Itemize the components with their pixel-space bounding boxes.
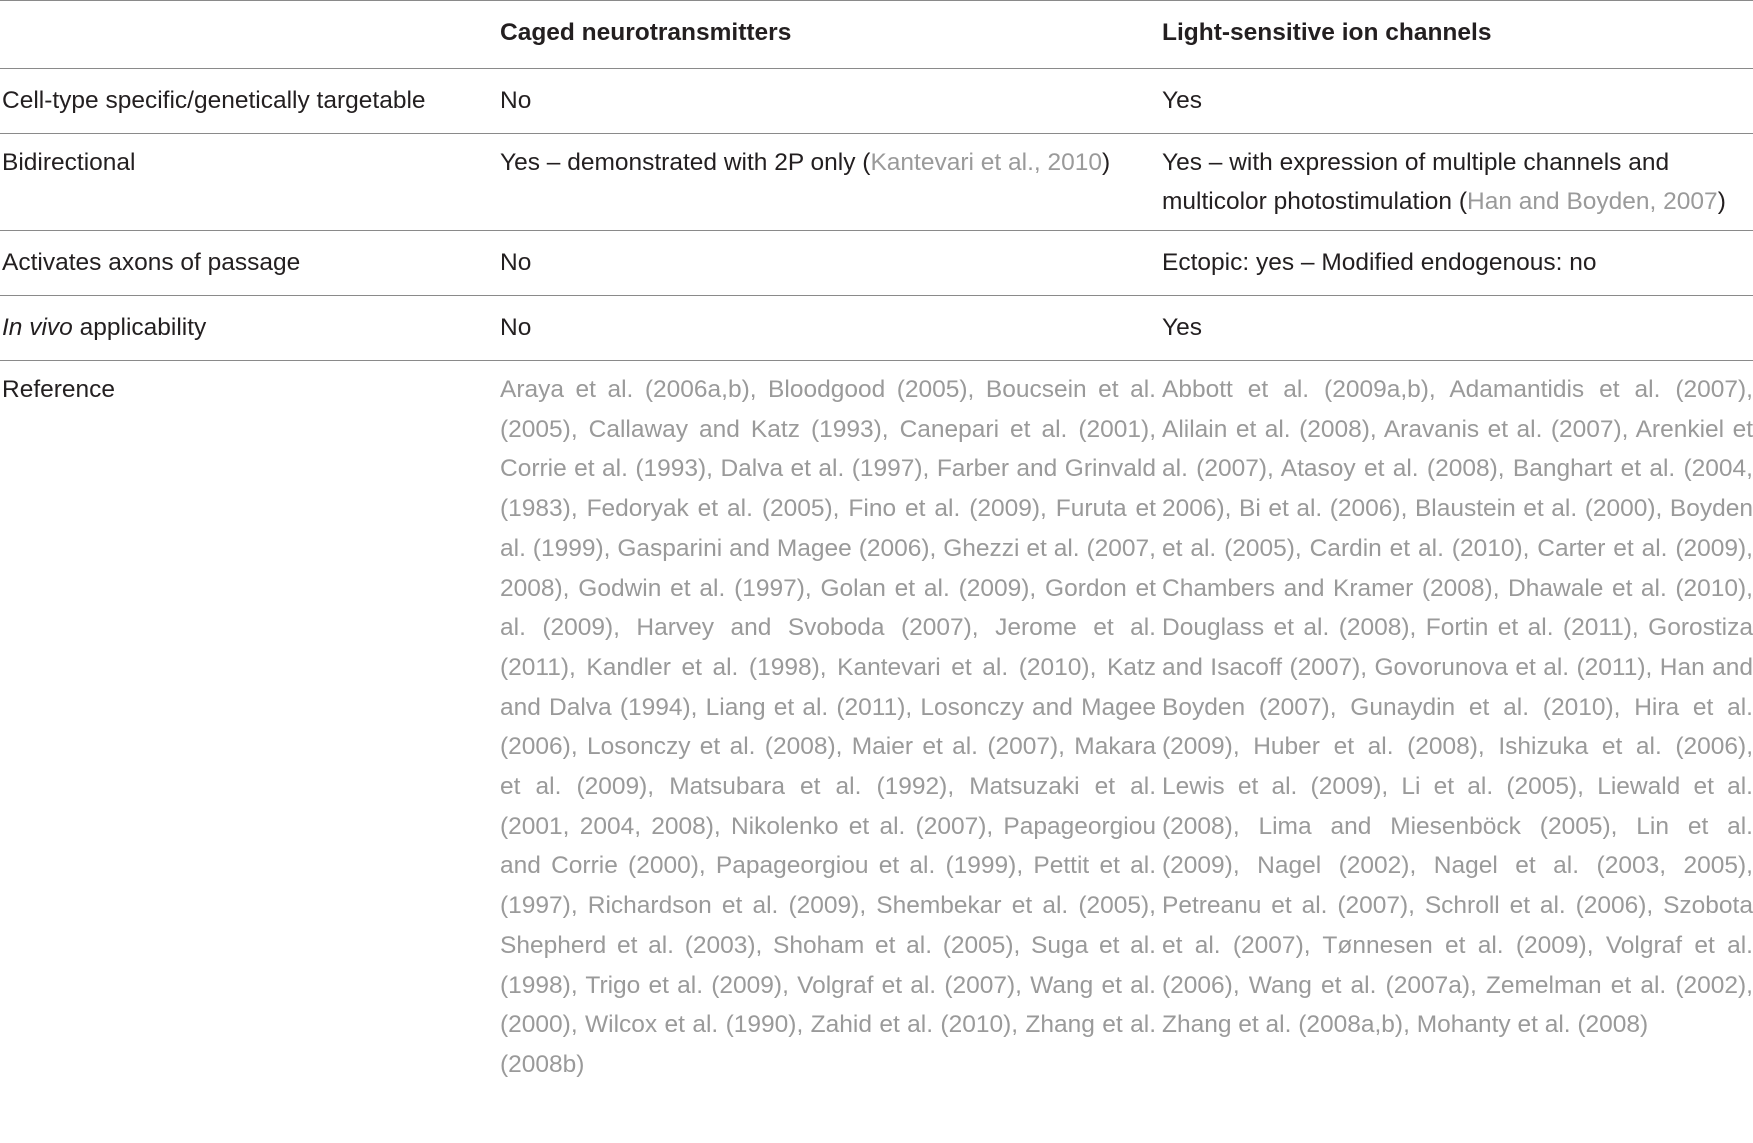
cell-text: ) bbox=[1717, 188, 1726, 215]
cell-light bbox=[1162, 134, 1753, 231]
cell-caged: No bbox=[500, 87, 532, 114]
cell-light-references[interactable]: Abbott et al. (2009a,b), Adamantidis et al. (2007), Alilain et al. (2008), Aravanis et al. (2007), Arenkiel et al. (2007), Atasoy et al. (2008), Banghart et al. (2004, 2006), Bi et al. (2006), Blaustein et al. (2000), Boyden et al. (2005), Cardin et al. (2010), Carter et al. (2009), Chambers and Kramer (2008), Dhawale et al. (2010), Douglass et al. (2008), Fortin et al. (2011), Gorostiza and Isacoff (2007), Govorunova et al. (2011), Han and Boyden (2007), Gunaydin et al. (2010), Hira et al. (2009), Huber et al. (2008), Ishizuka et al. (2006), Lewis et al. (2009), Li et al. (2005), Liewald et al. (2008), Lima and Miesenböck (2005), Lin et al. (2009), Nagel (2002), Nagel et al. (2003, 2005), Petreanu et al. (2007), Schroll et al. (2006), Szobota et al. (2007), Tønnesen et al. (2009), Volgraf et al. (2006), Wang et al. (2007a), Zemelman et al. (2002), Zhang et al. (2008a,b), Mohanty et al. (2008) bbox=[1162, 376, 1753, 1039]
table-row bbox=[0, 69, 1753, 134]
cell-caged bbox=[500, 134, 1162, 231]
cell-caged-references[interactable]: Araya et al. (2006a,b), Bloodgood (2005), Boucsein et al. (2005), Callaway and Katz (1993), Canepari et al. (2001), Corrie et al. (1993), Dalva et al. (1997), Farber and Grinvald (1983), Fedoryak et al. (2005), Fino et al. (2009), Furuta et al. (1999), Gasparini and Magee (2006), Ghezzi et al. (2007, 2008), Godwin et al. (1997), Golan et al. (2009), Gordon et al. (2009), Harvey and Svoboda (2007), Jerome et al. (2011), Kandler et al. (1998), Kantevari et al. (2010), Katz and Dalva (1994), Liang et al. (2011), Losonczy and Magee (2006), Losonczy et al. (2008), Maier et al. (2007), Makara et al. (2009), Matsubara et al. (1992), Matsuzaki et al. (2001, 2004, 2008), Nikolenko et al. (2007), Papageorgiou and Corrie (2000), Papageorgiou et al. (1999), Pettit et al. (1997), Richardson et al. (2009), Shembekar et al. (2005), Shepherd et al. (2003), Shoham et al. (2005), Suga et al. (1998), Trigo et al. (2009), Volgraf et al. (2007), Wang et al. (2000), Wilcox et al. (1990), Zahid et al. (2010), Zhang et al. (2008b) bbox=[500, 376, 1156, 1078]
row-label: Cell-type specific/genetically targetable bbox=[2, 87, 426, 114]
cell-caged: No bbox=[500, 314, 532, 341]
cell-light: Ectopic: yes – Modified endogenous: no bbox=[1162, 249, 1597, 276]
cell-text: Yes – with expression of multiple channels and multicolor photostimulation ( bbox=[1162, 149, 1670, 215]
row-label: Reference bbox=[2, 376, 116, 403]
table-row bbox=[0, 361, 1753, 1102]
table-header-row bbox=[0, 1, 1753, 69]
table-row bbox=[0, 296, 1753, 361]
header-light-sensitive-ion-channels: Light-sensitive ion channels bbox=[1162, 19, 1492, 46]
row-label: Bidirectional bbox=[2, 149, 136, 176]
cell-text: Yes – demonstrated with 2P only ( bbox=[500, 149, 871, 176]
row-label-italic: In vivo bbox=[2, 314, 73, 341]
table-row bbox=[0, 231, 1753, 296]
cell-light: Yes bbox=[1162, 314, 1202, 341]
cell-text: ) bbox=[1102, 149, 1111, 176]
header-caged-neurotransmitters: Caged neurotransmitters bbox=[500, 19, 792, 46]
row-label bbox=[0, 296, 500, 361]
cell-caged: No bbox=[500, 249, 532, 276]
cell-light: Yes bbox=[1162, 87, 1202, 114]
row-label: Activates axons of passage bbox=[2, 249, 301, 276]
citation-link[interactable]: Han and Boyden, 2007 bbox=[1467, 188, 1718, 215]
row-label-rest: applicability bbox=[72, 314, 207, 341]
citation-link[interactable]: Kantevari et al., 2010 bbox=[870, 149, 1102, 176]
table-row bbox=[0, 134, 1753, 231]
header-empty bbox=[0, 1, 500, 69]
